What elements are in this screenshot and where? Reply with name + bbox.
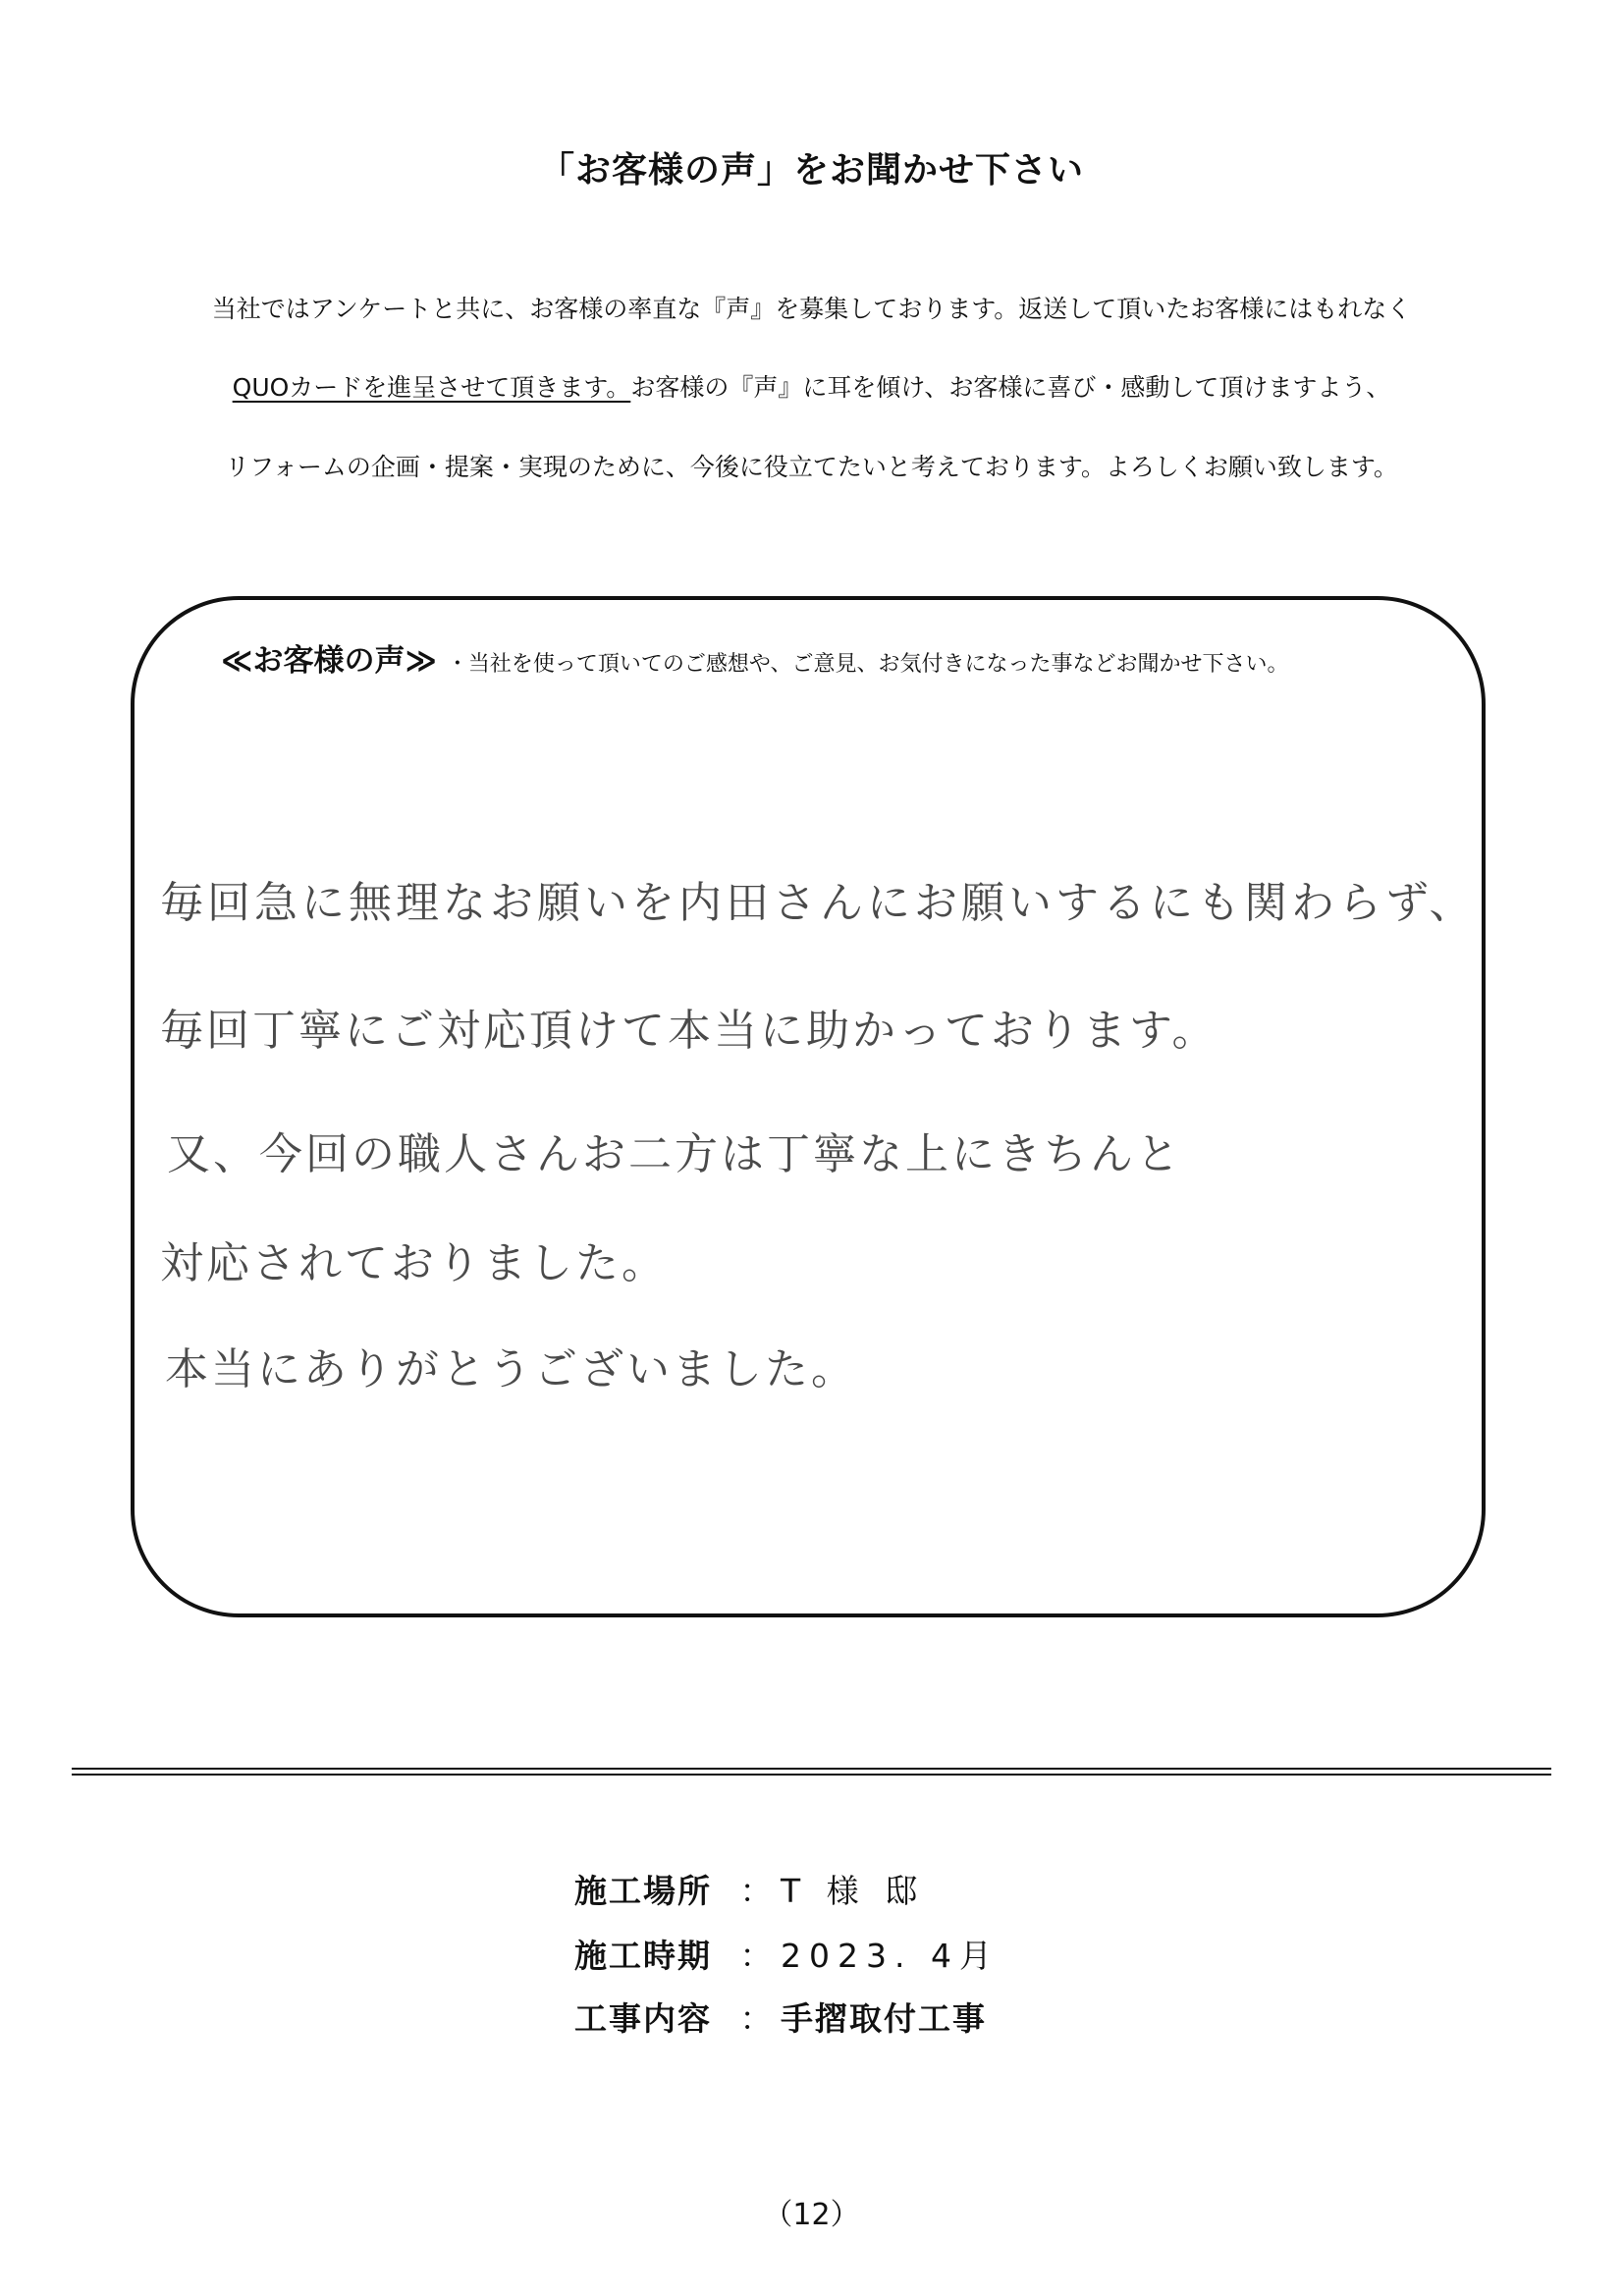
construction-content-label: 工事内容 <box>574 1999 712 2038</box>
voice-box-header <box>221 635 1288 680</box>
intro-line-2-rest: お客様の『声』に耳を傾け、お客様に喜び・感動して頂けますよう、 <box>630 373 1391 402</box>
construction-location-row <box>574 1866 925 1912</box>
page-number: （12） <box>763 2198 860 2232</box>
voice-box-instruction: ・当社を使って頂いてのご感想や、ご意見、お気付きになった事などお聞かせ下さい。 <box>446 652 1289 677</box>
construction-period-value: 2023. 4月 <box>781 1937 1000 1975</box>
colon-separator: ： <box>739 1999 773 2038</box>
handwritten-line-4: 対応されておりました。 <box>160 1238 668 1288</box>
handwritten-line-3: 又、今回の職人さんお二方は丁寧な上にきちんと <box>167 1129 1182 1179</box>
handwritten-line-1: 毎回急に無理なお願いを内田さんにお願いするにも関わらず、 <box>160 878 1477 928</box>
construction-content-row <box>574 1994 987 2040</box>
handwritten-line-5: 本当にありがとうございました。 <box>165 1344 857 1394</box>
colon-separator: ： <box>739 1937 773 1975</box>
handwritten-line-2: 毎回丁寧にご対応頂けて本当に助かっております。 <box>160 1006 1218 1056</box>
intro-line-3: リフォームの企画・提案・実現のために、今後に役立てたいと考えております。よろしくお願い致します。 <box>225 453 1398 481</box>
intro-line-2 <box>147 375 1476 400</box>
construction-location-label: 施工場所 <box>574 1872 712 1910</box>
colon-separator: ： <box>739 1872 773 1910</box>
construction-content-value: 手摺取付工事 <box>781 1999 987 2038</box>
quo-card-notice: QUOカードを進呈させて頂きます。 <box>232 373 631 402</box>
construction-location-value: T 様 邸 <box>781 1872 926 1910</box>
voice-box-title: ≪お客様の声≫ <box>221 643 437 679</box>
intro-line-1: 当社ではアンケートと共に、お客様の率直な『声』を募集しております。返送して頂いたお客様にはもれなく <box>211 295 1412 323</box>
construction-period-row <box>574 1931 1000 1977</box>
section-divider <box>72 1768 1551 1776</box>
construction-period-label: 施工時期 <box>574 1937 712 1975</box>
page-title: 「お客様の声」をお聞かせ下さい <box>538 150 1084 191</box>
customer-voice-box <box>131 596 1486 1617</box>
